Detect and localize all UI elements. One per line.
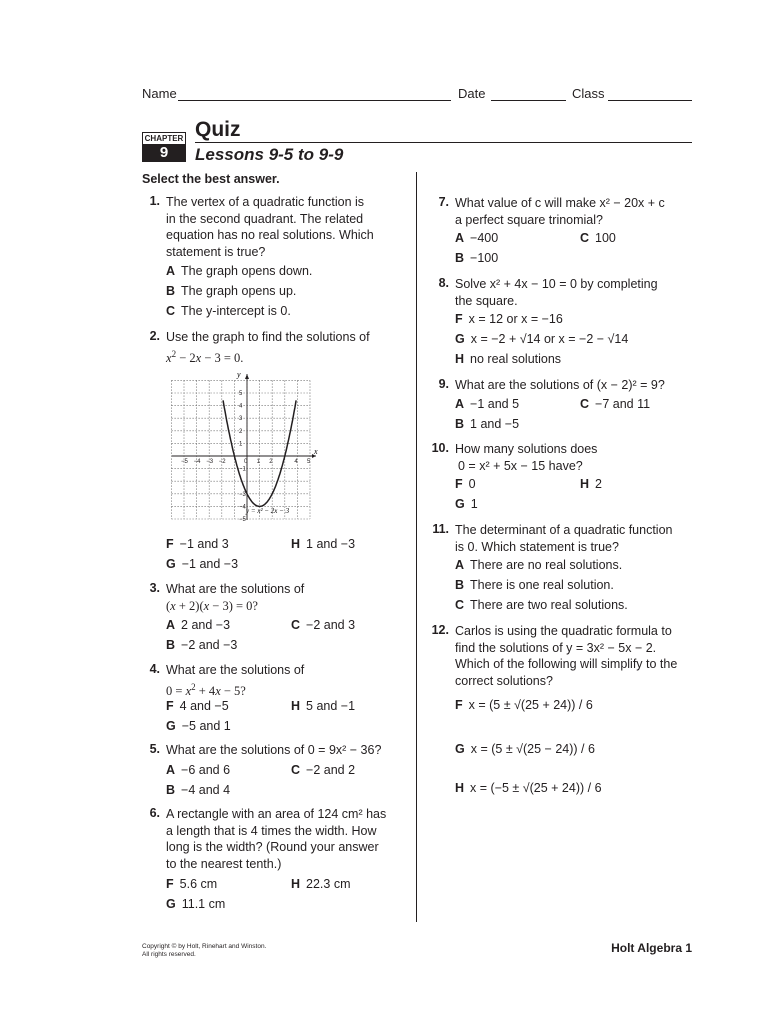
x-tick-label: 4 xyxy=(294,459,298,465)
question-number: 7. xyxy=(438,195,449,209)
x-tick-label: −2 xyxy=(218,459,226,465)
question-number: 1. xyxy=(149,194,160,208)
question-3-text: What are the solutions of (x + 2)(x − 3) = 0? xyxy=(166,582,305,613)
title-rule xyxy=(195,142,692,143)
question-4-text: What are the solutions of $0 = x^2 + 4x - 5$? xyxy=(166,663,305,698)
q9-option-b[interactable]: B 1 and −5 xyxy=(455,417,520,431)
q3-option-c[interactable]: C −2 and 3 xyxy=(291,618,356,632)
q7-option-a[interactable]: A −400 xyxy=(455,231,499,245)
y-tick-label: −5 xyxy=(239,517,246,523)
q12-option-f[interactable]: F x = (5 ± √(25 + 24)) / 6 xyxy=(455,698,593,712)
y-axis-label: y xyxy=(237,370,241,379)
q1-option-c[interactable]: C The y-intercept is 0. xyxy=(166,304,291,318)
q2-option-h[interactable]: H 1 and −3 xyxy=(291,537,356,551)
x-tick-label: 5 xyxy=(307,459,311,465)
class-field[interactable] xyxy=(608,100,692,101)
q10-option-f[interactable]: F 0 xyxy=(455,477,476,491)
question-number: 11. xyxy=(432,522,449,536)
parabola-graph xyxy=(168,368,323,523)
q4-equation: $0 = x^2 + 4x - 5$? xyxy=(166,681,246,698)
q10-option-h[interactable]: H 2 xyxy=(580,477,602,491)
q9-option-a[interactable]: A −1 and 5 xyxy=(455,397,520,411)
question-9-text: What are the solutions of (x − 2)² = 9? xyxy=(455,378,665,392)
q8-option-g[interactable]: G x = −2 + √14 or x = −2 − √14 xyxy=(455,332,629,346)
chapter-number: 9 xyxy=(142,144,186,162)
class-label: Class xyxy=(572,86,605,101)
q12-option-g[interactable]: G x = (5 ± √(25 − 24)) / 6 xyxy=(455,742,595,756)
date-label: Date xyxy=(458,86,486,101)
question-number: 3. xyxy=(149,581,160,595)
q11-option-b[interactable]: B There is one real solution. xyxy=(455,578,614,592)
q3-equation: (x + 2)(x − 3) = 0? xyxy=(166,598,258,613)
graph-equation-label: y = x² − 2x − 3 xyxy=(246,507,290,515)
y-tick-label: −1 xyxy=(239,466,246,473)
question-number: 8. xyxy=(438,276,449,290)
copyright: Copyright © by Holt, Rinehart and Winston. All rights reserved. xyxy=(142,943,267,958)
question-number: 2. xyxy=(149,329,160,343)
q9-option-c[interactable]: C −7 and 11 xyxy=(580,397,651,411)
q3-option-a[interactable]: A 2 and −3 xyxy=(166,618,231,632)
question-number: 6. xyxy=(149,806,160,820)
q8-option-f[interactable]: F x = 12 or x = −16 xyxy=(455,312,563,326)
x-axis-label: x xyxy=(314,447,318,456)
q5-option-a[interactable]: A −6 and 6 xyxy=(166,763,231,777)
question-number: 9. xyxy=(438,377,449,391)
page-subtitle: Lessons 9-5 to 9-9 xyxy=(195,145,344,164)
q4-option-h[interactable]: H 5 and −1 xyxy=(291,699,356,713)
chapter-label: CHAPTER xyxy=(142,132,186,145)
question-6-text: A rectangle with an area of 124 cm² has a length that is 4 times the width. How long is the width? (Round your answer to the nearest tenth.) xyxy=(166,807,387,871)
x-tick-label: −4 xyxy=(193,459,201,465)
x-tick-label: 2 xyxy=(269,459,273,465)
question-10-text: How many solutions does 0 = x² + 5x − 15 have? xyxy=(455,442,598,473)
q6-option-g[interactable]: G 11.1 cm xyxy=(166,897,226,911)
q7-option-c[interactable]: C 100 xyxy=(580,231,616,245)
book-title: Holt Algebra 1 xyxy=(611,941,692,955)
date-field[interactable] xyxy=(491,100,566,101)
q1-option-a[interactable]: A The graph opens down. xyxy=(166,264,313,278)
x-tick-label: 1 xyxy=(256,459,260,465)
q6-option-h[interactable]: H 22.3 cm xyxy=(291,877,351,891)
question-number: 4. xyxy=(149,662,160,676)
x-tick-label: −3 xyxy=(206,459,214,465)
y-tick-label: 4 xyxy=(239,403,243,410)
question-1-text: The vertex of a quadratic function is in the second quadrant. The related equation has no real solutions. Which statement is true? xyxy=(166,195,374,259)
question-8-text: Solve x² + 4x − 10 = 0 by completing the square. xyxy=(455,277,658,308)
y-tick-label: 1 xyxy=(239,441,243,448)
q5-option-b[interactable]: B −4 and 4 xyxy=(166,783,231,797)
question-number: 10. xyxy=(431,441,449,455)
name-label: Name xyxy=(142,86,177,101)
q8-option-h[interactable]: H no real solutions xyxy=(455,352,562,366)
question-number: 5. xyxy=(149,742,160,756)
q4-option-f[interactable]: F 4 and −5 xyxy=(166,699,229,713)
q4-option-g[interactable]: G −5 and 1 xyxy=(166,719,231,733)
question-number: 12. xyxy=(431,623,449,637)
q1-option-b[interactable]: B The graph opens up. xyxy=(166,284,297,298)
q2-option-f[interactable]: F −1 and 3 xyxy=(166,537,229,551)
q2-option-g[interactable]: G −1 and −3 xyxy=(166,557,239,571)
q2-equation: $x^2 - 2x - 3 = 0$. xyxy=(166,348,244,365)
name-field[interactable] xyxy=(178,100,451,101)
y-tick-label: −4 xyxy=(239,504,246,511)
page-title: Quiz xyxy=(195,118,241,141)
y-tick-label: −3 xyxy=(239,491,246,498)
question-12-text: Carlos is using the quadratic formula to find the solutions of y = 3x² − 5x − 2. Which of the following will simplify to the correct solutions? xyxy=(455,624,678,688)
question-7-text: What value of c will make x² − 20x + c a perfect square trinomial? xyxy=(455,196,665,227)
q7-option-b[interactable]: B −100 xyxy=(455,251,499,265)
q12-option-h[interactable]: H x = (−5 ± √(25 + 24)) / 6 xyxy=(455,781,602,795)
question-11-text: The determinant of a quadratic function is 0. Which statement is true? xyxy=(455,523,673,554)
q6-option-f[interactable]: F 5.6 cm xyxy=(166,877,218,891)
q10-option-g[interactable]: G 1 xyxy=(455,497,478,511)
y-tick-label: 2 xyxy=(239,428,243,435)
q3-option-b[interactable]: B −2 and −3 xyxy=(166,638,238,652)
y-tick-label: 3 xyxy=(239,416,243,423)
x-tick-label: −5 xyxy=(181,459,188,465)
q5-option-c[interactable]: C −2 and 2 xyxy=(291,763,356,777)
column-divider xyxy=(416,172,417,922)
q11-option-c[interactable]: C There are two real solutions. xyxy=(455,598,628,612)
question-2-text: Use the graph to find the solutions of $x^2 - 2x - 3 = 0$. xyxy=(166,330,370,365)
question-5-text: What are the solutions of 0 = 9x² − 36? xyxy=(166,743,382,757)
instructions: Select the best answer. xyxy=(142,172,280,186)
x-tick-label: 0 xyxy=(244,459,248,465)
y-tick-label: 5 xyxy=(239,391,243,397)
q11-option-a[interactable]: A There are no real solutions. xyxy=(455,558,623,572)
